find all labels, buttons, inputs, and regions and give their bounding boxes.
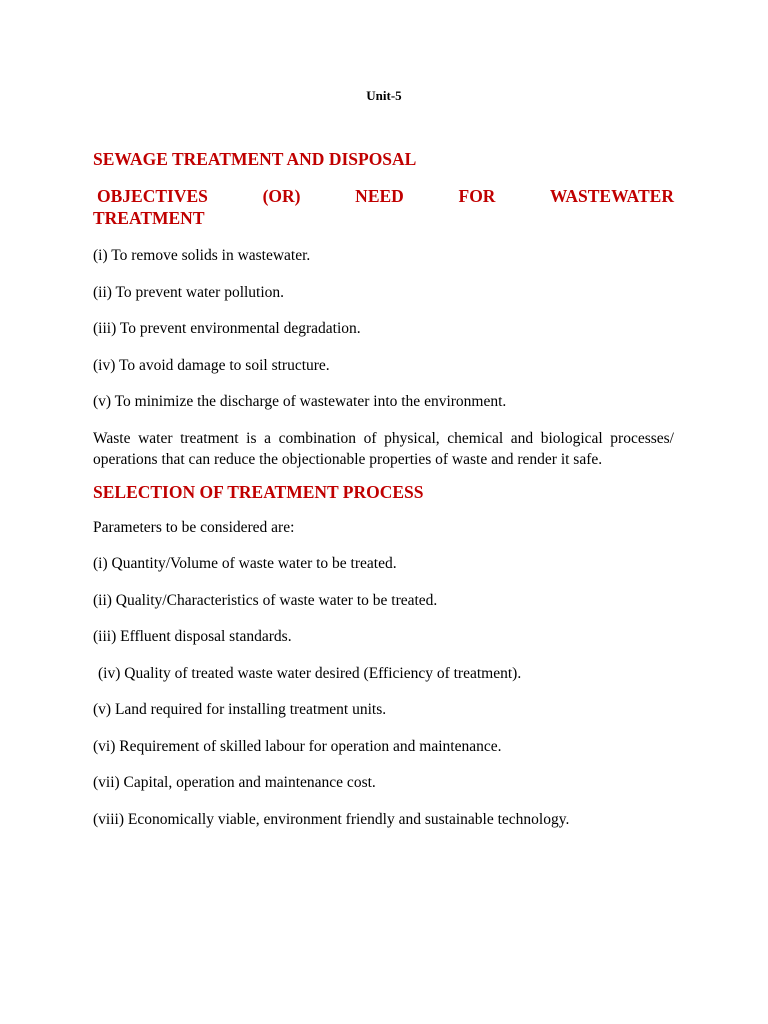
parameter-item: (iii) Effluent disposal standards.	[93, 628, 292, 645]
heading-sewage-treatment: SEWAGE TREATMENT AND DISPOSAL	[93, 149, 417, 169]
objective-item: (iv) To avoid damage to soil structure.	[93, 356, 330, 374]
heading-objectives-line2: TREATMENT	[93, 208, 205, 228]
unit-label: Unit-5	[366, 88, 402, 103]
parameter-item: (vii) Capital, operation and maintenance cost.	[93, 774, 376, 791]
parameter-item: (iv) Quality of treated waste water desired (Efficiency of treatment).	[98, 664, 522, 682]
parameter-item: (viii) Economically viable, environment friendly and sustainable technology.	[93, 810, 570, 828]
heading-selection-of-treatment: SELECTION OF TREATMENT PROCESS	[93, 481, 424, 502]
parameter-item: (i) Quantity/Volume of waste water to be treated.	[93, 555, 397, 572]
parameter-item: (ii) Quality/Characteristics of waste water to be treated.	[93, 591, 438, 609]
definition-paragraph: Waste water treatment is a combination of physical, chemical and biological processes/ operations that can reduce the objectionable properties of waste and render it safe.	[93, 429, 674, 468]
parameter-item: (vi) Requirement of skilled labour for operation and maintenance.	[93, 737, 502, 755]
parameters-intro: Parameters to be considered are:	[93, 518, 295, 536]
objective-item: (i) To remove solids in wastewater.	[93, 247, 311, 264]
parameter-item: (v) Land required for installing treatment units.	[93, 701, 387, 718]
objective-item: (iii) To prevent environmental degradation.	[93, 320, 361, 337]
heading-objectives-line1: OBJECTIVES (OR) NEED FOR WASTEWATER	[97, 186, 674, 206]
document-body	[93, 148, 674, 845]
objective-item: (ii) To prevent water pollution.	[93, 283, 285, 301]
objective-item: (v) To minimize the discharge of wastewater into the environment.	[93, 393, 507, 410]
